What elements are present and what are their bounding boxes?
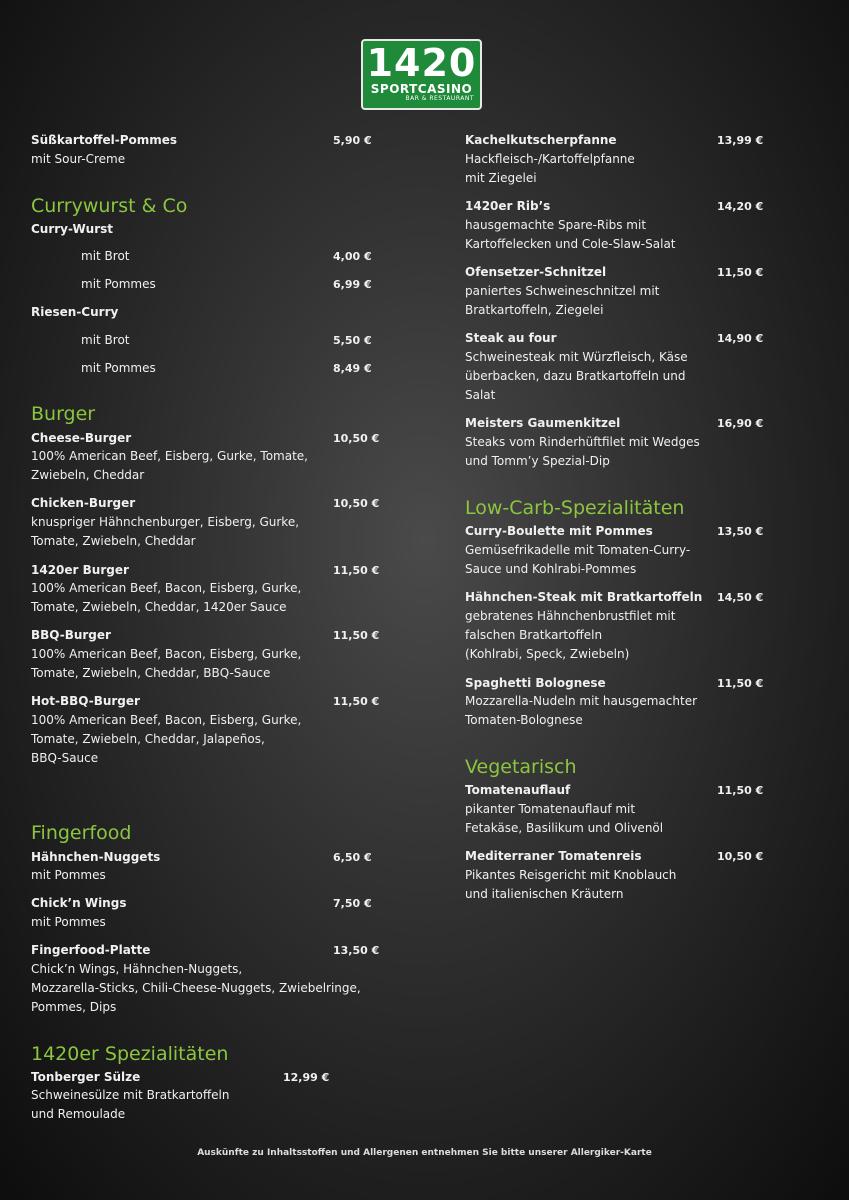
- item-name: Riesen-Curry: [31, 305, 119, 319]
- item-desc: Tomate, Zwiebeln, Cheddar, 1420er Sauce: [31, 600, 287, 614]
- item-desc: Kartoffelecken und Cole-Slaw-Salat: [465, 237, 676, 251]
- item-desc: Tomate, Zwiebeln, Cheddar, Jalapeños,: [31, 732, 265, 746]
- item-desc: 100% American Beef, Bacon, Eisberg, Gurke,: [31, 647, 302, 661]
- item-name: Tonberger Sülze: [31, 1070, 141, 1084]
- item-desc: Fetakäse, Basilikum und Olivenöl: [465, 821, 664, 835]
- item-name: BBQ-Burger: [31, 628, 111, 642]
- item-desc: Pommes, Dips: [31, 1000, 117, 1014]
- item-price: 10,50 €: [333, 432, 380, 445]
- item-name: Cheese-Burger: [31, 431, 132, 445]
- item-desc: Gemüsefrikadelle mit Tomaten-Curry-: [465, 543, 691, 557]
- item-desc: knuspriger Hähnchenburger, Eisberg, Gurke,: [31, 515, 300, 529]
- item-price: 11,50 €: [333, 695, 380, 708]
- item-desc: Tomate, Zwiebeln, Cheddar: [31, 534, 196, 548]
- item-price: 6,99 €: [333, 278, 372, 291]
- item-name: Steak au four: [465, 331, 557, 345]
- item-price: 8,49 €: [333, 362, 372, 375]
- item-desc: Hackfleisch-/Kartoffelpfanne: [465, 152, 635, 166]
- item-name: Kachelkutscherpfanne: [465, 133, 617, 147]
- item-price: 10,50 €: [333, 497, 380, 510]
- item-desc: falschen Bratkartoffeln: [465, 628, 603, 642]
- item-price: 6,50 €: [333, 851, 372, 864]
- item-name: Curry-Wurst: [31, 222, 114, 236]
- item-price: 5,50 €: [333, 334, 372, 347]
- item-desc: 100% American Beef, Eisberg, Gurke, Tomate,: [31, 449, 308, 463]
- item-desc: mit Sour-Creme: [31, 152, 126, 166]
- item-price: 14,50 €: [717, 591, 764, 604]
- item-price: 10,50 €: [717, 850, 764, 863]
- item-desc: mit Pommes: [31, 868, 106, 882]
- item-name: Tomatenauflauf: [465, 783, 571, 797]
- section-title-currywurst: Currywurst & Co: [31, 195, 188, 217]
- item-price: 13,50 €: [717, 525, 764, 538]
- item-desc: Mozzarella-Nudeln mit hausgemachter: [465, 694, 698, 708]
- item-desc: Chick’n Wings, Hähnchen-Nuggets,: [31, 962, 243, 976]
- item-name: Chicken-Burger: [31, 496, 136, 510]
- allergen-note: Auskünfte zu Inhaltsstoffen und Allergenen entnehmen Sie bitte unserer Allergiker-Karte: [197, 1148, 652, 1158]
- item-desc: hausgemachte Spare-Ribs mit: [465, 218, 647, 232]
- item-name: Chick’n Wings: [31, 896, 127, 910]
- item-name: Mediterraner Tomatenreis: [465, 849, 642, 863]
- item-name: Hähnchen-Nuggets: [31, 850, 161, 864]
- item-desc: Tomaten-Bolognese: [465, 713, 583, 727]
- item-price: 11,50 €: [717, 677, 764, 690]
- item-price: 13,50 €: [333, 944, 380, 957]
- item-name: Hähnchen-Steak mit Bratkartoffeln: [465, 590, 703, 604]
- item-name: Hot-BBQ-Burger: [31, 694, 140, 708]
- sub-item: mit Brot: [81, 249, 130, 263]
- item-desc: (Kohlrabi, Speck, Zwiebeln): [465, 647, 630, 661]
- item-desc: mit Ziegelei: [465, 171, 537, 185]
- item-price: 12,99 €: [283, 1071, 330, 1084]
- item-price: 11,50 €: [333, 564, 380, 577]
- item-desc: Tomate, Zwiebeln, Cheddar, BBQ-Sauce: [31, 666, 271, 680]
- item-name: Fingerfood-Platte: [31, 943, 151, 957]
- item-name: Curry-Boulette mit Pommes: [465, 524, 653, 538]
- item-desc: gebratenes Hähnchenbrustfilet mit: [465, 609, 676, 623]
- item-name: 1420er Burger: [31, 563, 129, 577]
- item-price: 11,50 €: [333, 629, 380, 642]
- item-desc: Zwiebeln, Cheddar: [31, 468, 145, 482]
- item-desc: und Tomm’y Spezial-Dip: [465, 454, 610, 468]
- item-desc: Schweinesülze mit Bratkartoffeln: [31, 1088, 230, 1102]
- item-desc: Schweinesteak mit Würzfleisch, Käse: [465, 350, 688, 364]
- item-desc: überbacken, dazu Bratkartoffeln und: [465, 369, 686, 383]
- item-desc: paniertes Schweineschnitzel mit: [465, 284, 660, 298]
- item-desc: 100% American Beef, Bacon, Eisberg, Gurke,: [31, 713, 302, 727]
- item-price: 7,50 €: [333, 897, 372, 910]
- item-price: 14,90 €: [717, 332, 764, 345]
- logo-number: 1420: [366, 41, 477, 85]
- item-desc: BBQ-Sauce: [31, 751, 99, 765]
- section-title-burger: Burger: [31, 403, 96, 425]
- item-price: 13,99 €: [717, 134, 764, 147]
- item-price: 4,00 €: [333, 250, 372, 263]
- item-desc: Bratkartoffeln, Ziegelei: [465, 303, 604, 317]
- item-desc: Steaks vom Rinderhüftfilet mit Wedges: [465, 435, 700, 449]
- item-price: 5,90 €: [333, 134, 372, 147]
- item-desc: Mozzarella-Sticks, Chili-Cheese-Nuggets, Zwiebelringe,: [31, 981, 361, 995]
- item-desc: und italienischen Kräutern: [465, 887, 624, 901]
- item-price: 11,50 €: [717, 266, 764, 279]
- item-desc: Sauce und Kohlrabi-Pommes: [465, 562, 637, 576]
- item-name: Ofensetzer-Schnitzel: [465, 265, 607, 279]
- item-desc: Salat: [465, 388, 496, 402]
- section-title-fingerfood: Fingerfood: [31, 822, 132, 844]
- item-desc: mit Pommes: [31, 915, 106, 929]
- sub-item: mit Pommes: [81, 361, 156, 375]
- item-name: 1420er Rib’s: [465, 199, 551, 213]
- section-title-lowcarb: Low-Carb-Spezialitäten: [465, 497, 685, 519]
- sub-item: mit Brot: [81, 333, 130, 347]
- item-desc: 100% American Beef, Bacon, Eisberg, Gurke,: [31, 581, 302, 595]
- item-desc: pikanter Tomatenauflauf mit: [465, 802, 636, 816]
- item-desc: Pikantes Reisgericht mit Knoblauch: [465, 868, 677, 882]
- sub-item: mit Pommes: [81, 277, 156, 291]
- section-title-vegetarisch: Vegetarisch: [465, 756, 577, 778]
- section-title-spezialitaeten: 1420er Spezialitäten: [31, 1043, 229, 1065]
- item-name: Meisters Gaumenkitzel: [465, 416, 621, 430]
- item-price: 16,90 €: [717, 417, 764, 430]
- logo-subtitle: BAR & RESTAURANT: [405, 95, 474, 102]
- logo-name: SPORTCASINO: [370, 82, 473, 96]
- item-name: Süßkartoffel-Pommes: [31, 133, 178, 147]
- item-price: 11,50 €: [717, 784, 764, 797]
- item-price: 14,20 €: [717, 200, 764, 213]
- sportcasino-logo: [361, 39, 482, 110]
- item-desc: und Remoulade: [31, 1107, 126, 1121]
- item-name: Spaghetti Bolognese: [465, 676, 606, 690]
